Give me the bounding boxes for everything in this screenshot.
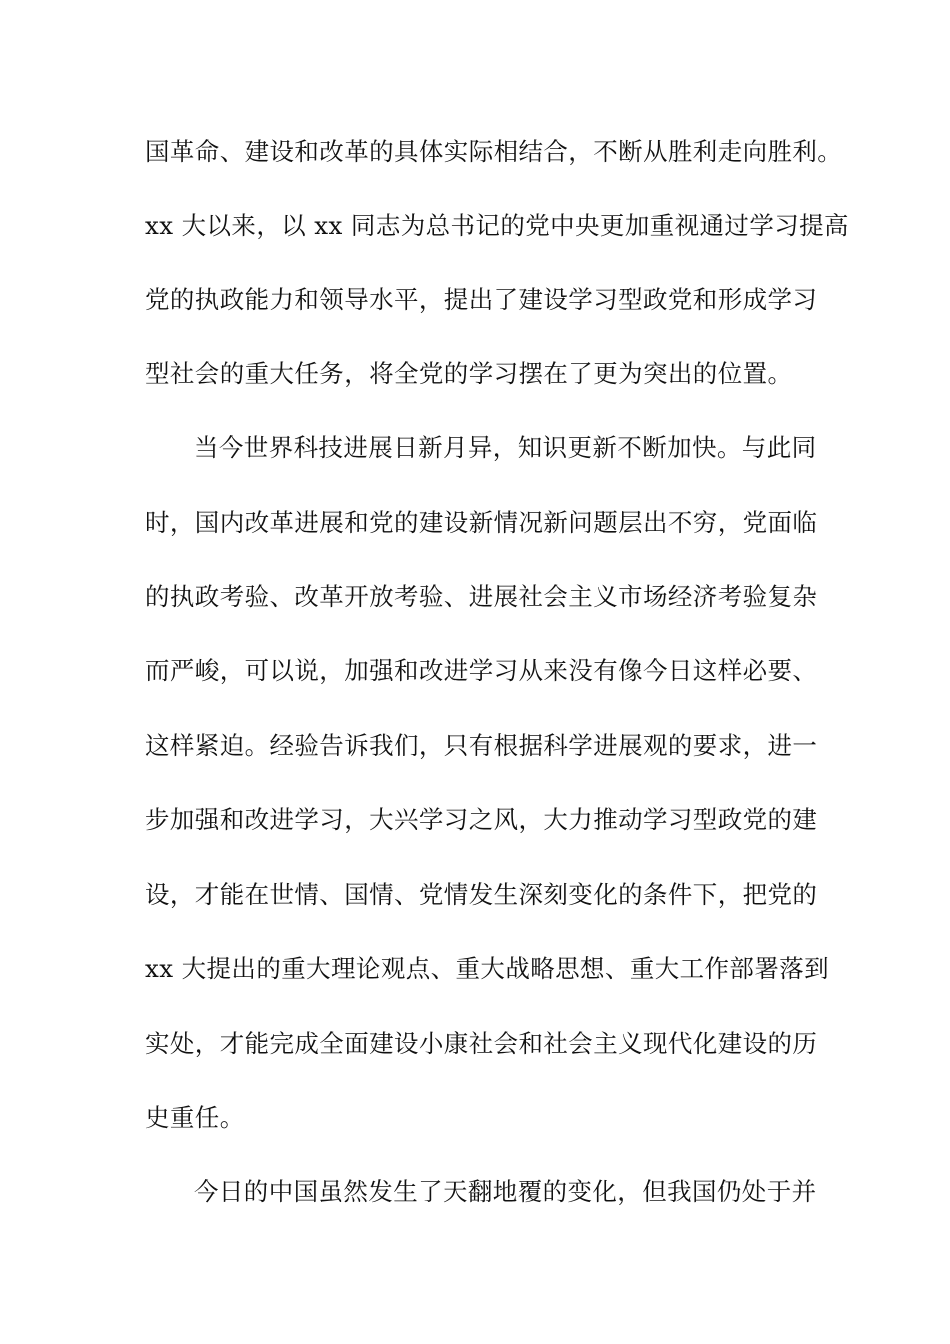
text-line: xx 大以来，以 xx 同志为总书记的党中央更加重视通过学习提高 xyxy=(145,211,849,240)
text-line: 步加强和改进学习，大兴学习之风，大力推动学习型政党的建 xyxy=(145,805,818,834)
paragraph-first-line: 当今世界科技进展日新月异，知识更新不断加快。与此同 xyxy=(194,433,817,462)
text-line: 实处，才能完成全面建设小康社会和社会主义现代化建设的历 xyxy=(145,1029,818,1058)
text-line: 时，国内改革进展和党的建设新情况新问题层出不穷，党面临 xyxy=(145,508,818,537)
text-line: 设，才能在世情、国情、党情发生深刻变化的条件下，把党的 xyxy=(145,880,818,909)
text-line: 这样紧迫。经验告诉我们，只有根据科学进展观的要求，进一 xyxy=(145,731,818,760)
text-line: xx 大提出的重大理论观点、重大战略思想、重大工作部署落到 xyxy=(145,954,830,983)
text-line: 型社会的重大任务，将全党的学习摆在了更为突出的位置。 xyxy=(145,359,793,388)
text-line: 史重任。 xyxy=(145,1103,245,1132)
text-line: 的执政考验、改革开放考验、进展社会主义市场经济考验复杂 xyxy=(145,582,818,611)
paragraph-first-line: 今日的中国虽然发生了天翻地覆的变化，但我国仍处于并 xyxy=(194,1177,817,1206)
text-line: 国革命、建设和改革的具体实际相结合，不断从胜利走向胜利。 xyxy=(145,137,843,166)
text-line: 党的执政能力和领导水平，提出了建设学习型政党和形成学习 xyxy=(145,285,818,314)
text-line: 而严峻，可以说，加强和改进学习从来没有像今日这样必要、 xyxy=(145,656,818,685)
